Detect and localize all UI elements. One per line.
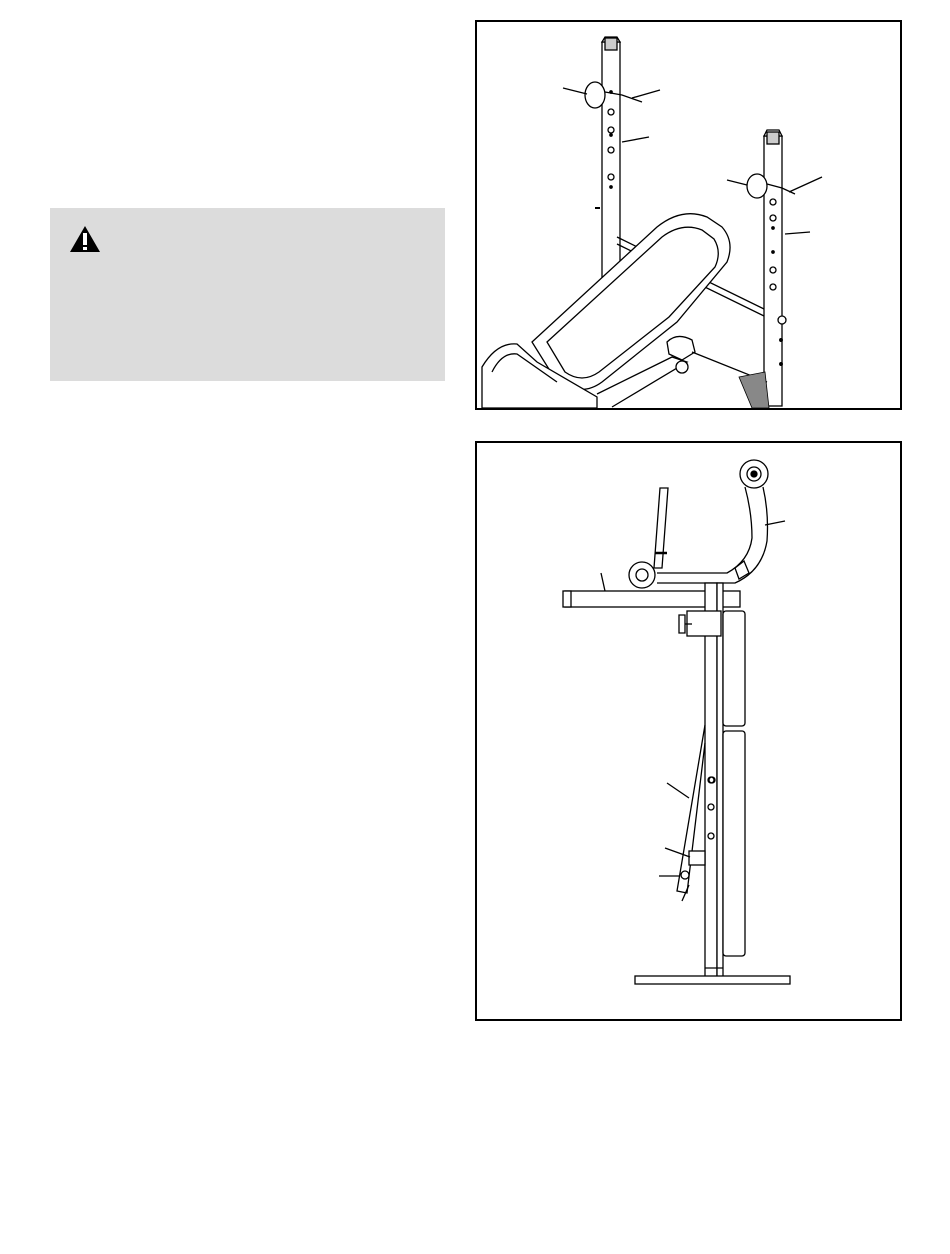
lower-roller-pad — [629, 562, 655, 588]
seat-pad — [723, 731, 745, 956]
figure-1 — [475, 20, 902, 410]
figure-2 — [475, 441, 902, 1021]
base-stabilizer — [635, 976, 790, 984]
warning-triangle-icon — [68, 224, 102, 254]
right-upright — [764, 136, 782, 406]
left-weight-holder — [585, 82, 605, 108]
figure-1-drawing — [477, 22, 900, 408]
figure-2-drawing — [477, 443, 900, 1019]
backrest-pad — [723, 611, 745, 726]
adjustment-bracket — [689, 851, 705, 865]
left-upright — [602, 42, 620, 282]
warning-box — [50, 208, 445, 381]
right-weight-holder — [747, 174, 767, 198]
